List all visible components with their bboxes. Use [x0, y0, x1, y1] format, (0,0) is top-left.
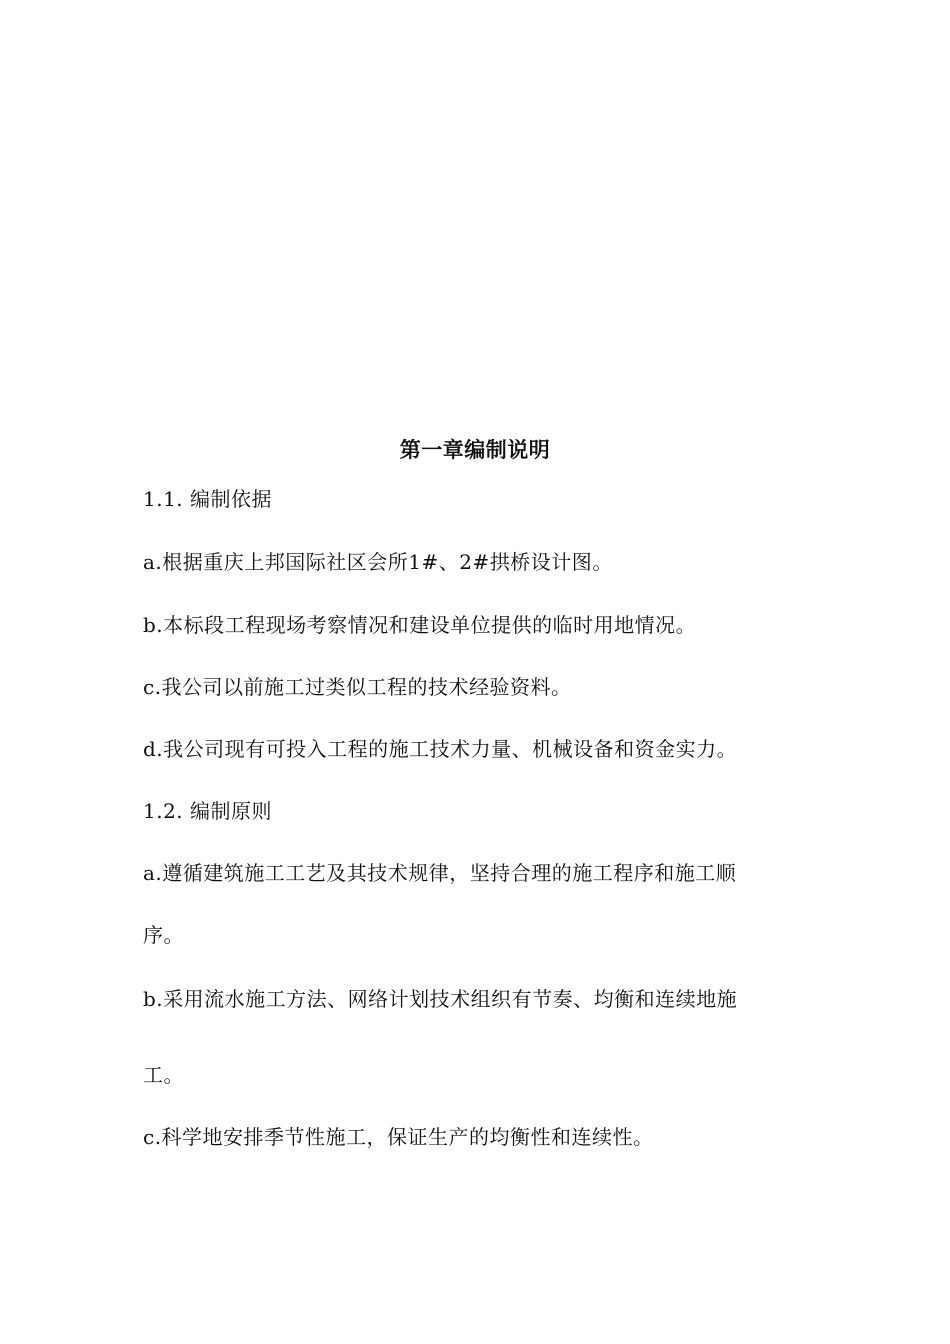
section-heading-1-1: 1.1. 编制依据 [143, 487, 273, 511]
basis-item-a: a.根据重庆上邦国际社区会所1#、2#拱桥设计图。 [143, 550, 613, 574]
basis-item-b: b.本标段工程现场考察情况和建设单位提供的临时用地情况。 [143, 613, 697, 637]
principle-item-c: c.科学地安排季节性施工，保证生产的均衡性和连续性。 [143, 1125, 654, 1149]
chapter-title: 第一章编制说明 [399, 437, 551, 462]
principle-item-b-line1: b.采用流水施工方法、网络计划技术组织有节奏、均衡和连续地施 [143, 987, 738, 1011]
section-heading-1-2: 1.2. 编制原则 [143, 799, 273, 823]
principle-item-a-line1: a.遵循建筑施工工艺及其技术规律，坚持合理的施工程序和施工顺 [143, 861, 737, 885]
principle-item-b-line2: 工。 [143, 1063, 184, 1087]
basis-item-c: c.我公司以前施工过类似工程的技术经验资料。 [143, 675, 572, 699]
basis-item-d: d.我公司现有可投入工程的施工技术力量、机械设备和资金实力。 [143, 737, 738, 761]
principle-item-a-line2: 序。 [143, 923, 184, 947]
